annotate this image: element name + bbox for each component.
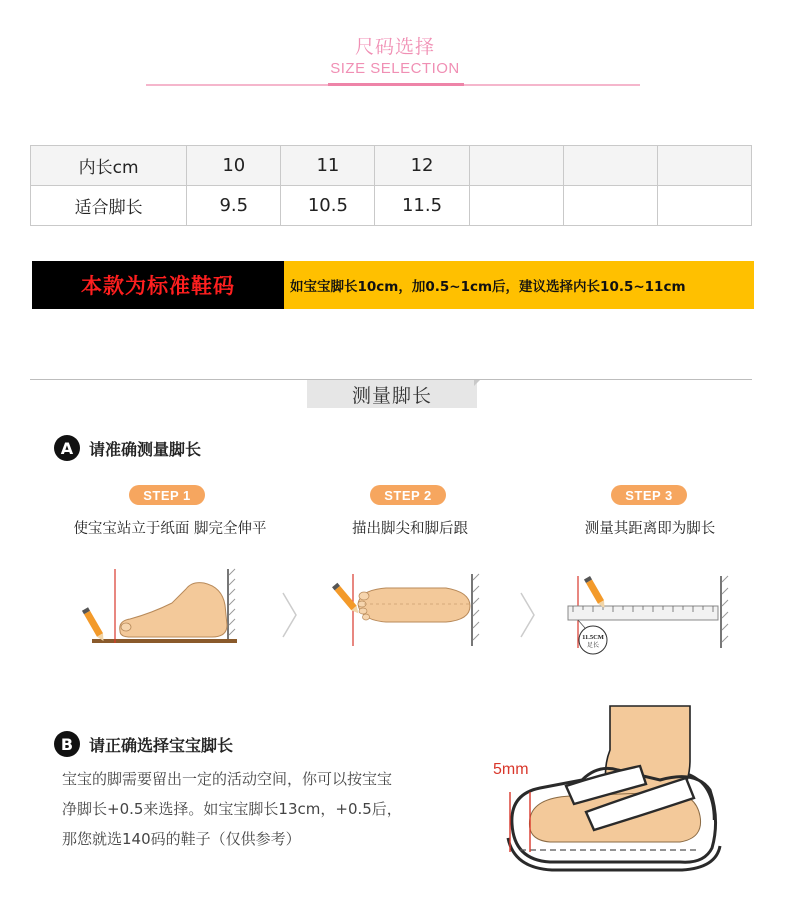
step-3-badge: STEP 3 bbox=[611, 485, 687, 505]
table-cell bbox=[469, 146, 563, 186]
chevron-right-icon bbox=[518, 590, 538, 640]
title-underline-accent bbox=[328, 83, 464, 86]
size-table bbox=[30, 145, 752, 226]
step-1-foot-illustration bbox=[82, 565, 247, 655]
table-cell bbox=[563, 146, 657, 186]
row-header-inner-length: 内长cm bbox=[31, 146, 187, 186]
table-cell bbox=[657, 146, 751, 186]
badge-b-icon: B bbox=[54, 731, 80, 757]
standard-size-banner bbox=[32, 261, 284, 309]
section-title: 测量脚长 bbox=[351, 384, 432, 407]
ruler-tag-length: 11.5CM bbox=[582, 634, 604, 641]
step-3-description: 测量其距离即为脚长 bbox=[584, 521, 716, 537]
section-title-box bbox=[307, 380, 477, 408]
step-2-outline-illustration bbox=[326, 570, 481, 650]
ruler-tag-unit: 足长 bbox=[586, 642, 600, 649]
table-row-inner-length bbox=[31, 146, 752, 186]
step-2-badge: STEP 2 bbox=[370, 485, 446, 505]
part-b-paragraph-line-1: 宝宝的脚需要留出一定的活动空间，你可以按宝宝 bbox=[62, 770, 393, 788]
table-cell: 10.5 bbox=[281, 186, 375, 226]
table-cell: 12 bbox=[375, 146, 469, 186]
section-title-notch bbox=[474, 380, 480, 386]
table-cell: 10 bbox=[187, 146, 281, 186]
row-header-foot-length: 适合脚长 bbox=[31, 186, 187, 226]
step-1-description: 使宝宝站立于纸面 脚完全伸平 bbox=[73, 521, 267, 537]
chevron-right-icon bbox=[280, 590, 300, 640]
size-advice-text: 如宝宝脚长10cm，加0.5~1cm后，建议选择内长10.5~11cm bbox=[290, 279, 686, 295]
shoe-fit-illustration bbox=[490, 700, 730, 872]
standard-size-label: 本款为标准鞋码 bbox=[81, 274, 235, 298]
table-cell: 11 bbox=[281, 146, 375, 186]
gap-5mm-label: 5mm bbox=[493, 761, 529, 778]
part-a-title: 请准确测量脚长 bbox=[89, 440, 202, 459]
part-b-title: 请正确选择宝宝脚长 bbox=[89, 736, 234, 755]
table-cell bbox=[469, 186, 563, 226]
part-b-paragraph-line-3: 那您就选140码的鞋子（仅供参考） bbox=[62, 830, 301, 848]
size-advice-banner bbox=[284, 261, 754, 309]
step-2-description: 描出脚尖和脚后跟 bbox=[352, 521, 468, 537]
step-3-ruler-illustration bbox=[563, 572, 733, 658]
table-cell: 11.5 bbox=[375, 186, 469, 226]
table-row-foot-length bbox=[31, 186, 752, 226]
table-cell bbox=[657, 186, 751, 226]
badge-a-icon: A bbox=[54, 435, 80, 461]
step-1-badge: STEP 1 bbox=[129, 485, 205, 505]
table-cell bbox=[563, 186, 657, 226]
page-title-en: SIZE SELECTION bbox=[330, 60, 460, 77]
page-title-cn: 尺码选择 bbox=[354, 36, 435, 58]
part-b-paragraph-line-2: 净脚长+0.5来选择。如宝宝脚长13cm，+0.5后， bbox=[62, 800, 402, 818]
table-cell: 9.5 bbox=[187, 186, 281, 226]
